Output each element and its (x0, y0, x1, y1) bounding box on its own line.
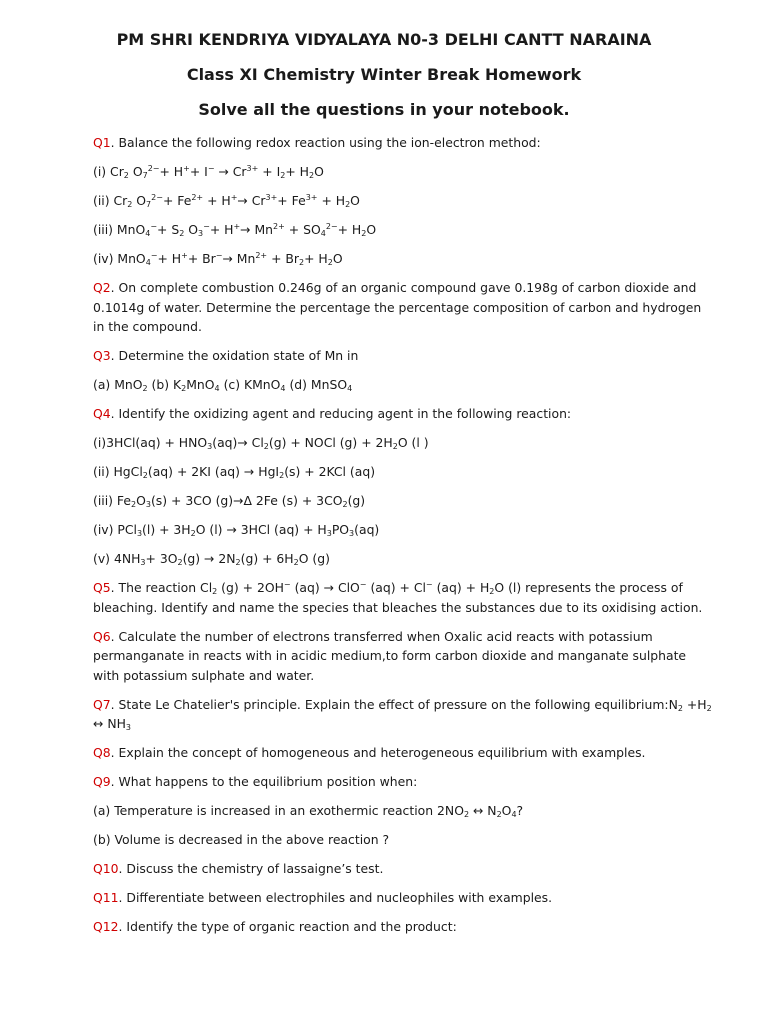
question-number: Q8 (93, 745, 111, 760)
question-number: Q10 (93, 861, 119, 876)
question-part: (iii) $Fe_2O_3(s) + 3CO$ (g)→Δ 2Fe $(s) + 3CO_2(g)$ (93, 493, 366, 509)
question-q1: Q1. Balance the following redox reaction using the ion-electron method: (93, 135, 541, 150)
question-number: Q11 (93, 890, 119, 905)
question-part: (b) Volume is decreased in the above reaction ? (93, 832, 390, 847)
question-part: (a) Temperature is increased in an exothermic reaction $2NO_2$ ↔ $N_2O_4$? (93, 803, 524, 819)
question-part: (iii) $MnO_4^-+ S_2$ $O_3^-+ H^+\to Mn^{2+} + SO_4^{2-}+ H_2O$ (93, 222, 377, 238)
question-continuation: permanganate in reacts with in acidic medium,to form carbon dioxide and manganate sulphate (93, 648, 687, 663)
question-q6: Q6. Calculate the number of electrons transferred when Oxalic acid reacts with potassium (93, 628, 653, 644)
question-q7: Q7. State Le Chatelier's principle. Explain the effect of pressure on the following $equilibrium:N_2 +H_2$ (93, 696, 712, 713)
question-part: (ii) $Cr_2$ $O_7^{2-}+ Fe^{2+} + H^+\to Cr^{3+}+ Fe^{3+} + H_2O$ (93, 193, 360, 209)
question-number: Q2 (93, 280, 111, 295)
question-number: Q3 (93, 348, 111, 363)
question-continuation: ↔ $NH_3$ (93, 716, 132, 732)
question-continuation: in the compound. (93, 319, 202, 334)
question-q11: Q11. Differentiate between electrophiles and nucleophiles with examples. (93, 890, 553, 905)
question-q10: Q10. Discuss the chemistry of lassaigne’s test. (93, 861, 384, 876)
instruction: Solve all the questions in your notebook. (198, 100, 570, 119)
question-q9: Q9. What happens to the equilibrium position when: (93, 774, 418, 789)
question-number: Q6 (93, 628, 111, 644)
question-q3: Q3. Determine the oxidation state of Mn in (93, 348, 359, 363)
question-number: Q9 (93, 774, 111, 789)
question-continuation: 0.1014g of water. Determine the percentage the percentage composition of carbon and hydrogen (93, 299, 702, 315)
question-continuation: bleaching. Identify and name the species that bleaches the substances due to its oxidising action. (93, 599, 703, 615)
question-q4: Q4. Identify the oxidizing agent and reducing agent in the following reaction: (93, 406, 572, 421)
question-number: Q12 (93, 919, 119, 934)
question-number: Q5 (93, 580, 111, 595)
question-number: Q7 (93, 696, 111, 712)
question-part: (iv) $MnO_4^-+ H^++ Br^-\to Mn^{2+} + Br_2+ H_2O$ (93, 251, 343, 267)
question-q5: Q5. The reaction $Cl_2$ (g) + 2OH− (aq) → ClO− (aq) + Cl− $(aq) + H_2O$ (l) represents the process of (93, 580, 683, 596)
question-part: $(i)3HCl(aq) + HNO_3(aq)\to Cl_2(g)$ + NOCl $(g) + 2H_2O$ (l ) (93, 435, 429, 451)
school-name: PM SHRI KENDRIYA VIDYALAYA N0-3 DELHI CANTT NARAINA (116, 30, 652, 49)
question-number: Q4 (93, 406, 111, 421)
question-part: (v) $4NH_3+ 3O_2(g) \to 2N_2(g) + 6H_2O$ (g) (93, 551, 330, 567)
question-part: (i) $Cr_2$ $O_7^{2-}+ H^++ I^- \to Cr^{3+} + I_2+ H_2O$ (93, 164, 324, 180)
question-part: (ii) HgCl$_2$(aq) + 2KI (aq) → HgI$_2$(s) + 2KCl (aq) (93, 464, 376, 480)
page-title: Class XI Chemistry Winter Break Homework (186, 65, 582, 84)
question-continuation: with potassium sulphate and water. (93, 667, 315, 683)
question-part: (iv) $PCl_3(l) + 3H_2O$ (l) → 3HCl $(aq) + H_3PO_3(aq)$ (93, 522, 380, 538)
question-q8: Q8. Explain the concept of homogeneous and heterogeneous equilibrium with examples. (93, 745, 646, 760)
question-number: Q1 (93, 135, 111, 150)
question-part: (a) MnO$_2$ (b) $K_2MnO_4$ (c) KMnO$_4$ (d) MnSO$_4$ (93, 377, 353, 393)
question-q12: Q12. Identify the type of organic reaction and the product: (93, 919, 457, 934)
question-q2: Q2. On complete combustion 0.246g of an organic compound gave 0.198g of carbon dioxide and (93, 280, 697, 295)
